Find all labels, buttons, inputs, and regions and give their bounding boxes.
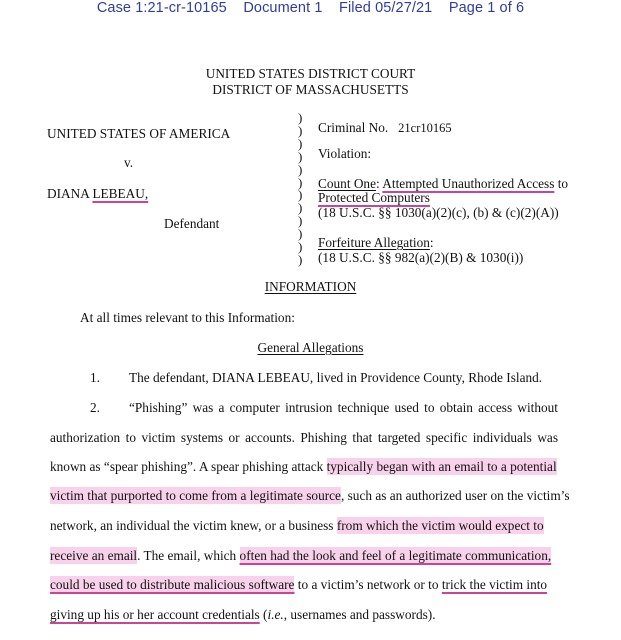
- versus: v.: [124, 155, 134, 170]
- page-indicator: Page 1 of 6: [448, 0, 525, 16]
- para2-line-5-plain: network, an individual the victim knew, or a business: [50, 518, 337, 533]
- violation-label: Violation:: [318, 146, 372, 161]
- section-heading-text: General Allegations: [257, 340, 364, 355]
- para2-line-8: [50, 607, 436, 623]
- underlined-phrase-1: trick the victim into: [441, 577, 548, 592]
- caption-divider: ) ) ) ) ) ) ) ) ) ) ) ): [298, 110, 303, 267]
- highlight-4: receive an email: [50, 548, 138, 563]
- count-one-to: to: [554, 176, 569, 191]
- defendant-first-name: DIANA: [47, 186, 93, 201]
- filed-date: Filed 05/27/21: [339, 0, 433, 16]
- para2-line-4-plain: , such as an authorized user on the victim’s: [340, 488, 570, 503]
- para2-line-6-plain: . The email, which: [137, 548, 240, 563]
- para2-line-3: [50, 459, 557, 475]
- criminal-no-label: Criminal No.: [318, 120, 389, 135]
- highlight-1: typically began with an email to a potential: [326, 459, 557, 474]
- para2-line-4: [50, 488, 570, 504]
- count-one-label: Count One: [318, 176, 376, 191]
- highlight-5: often had the look and feel of a legitimate communication,: [239, 548, 552, 563]
- para2-line-7: [50, 577, 547, 593]
- court-district: DISTRICT OF MASSACHUSETTS: [212, 82, 409, 97]
- forfeiture-statute: (18 U.S.C. §§ 982(a)(2)(B) & 1030(i)): [318, 250, 524, 265]
- forfeiture-allegation: [318, 235, 434, 251]
- para2-line-8-paren: (: [259, 607, 268, 622]
- para1-text: The defendant, DIANA LEBEAU, lived in Providence County, Rhode Island.: [129, 370, 543, 385]
- intro-line: At all times relevant to this Information:: [80, 310, 295, 325]
- highlight-6: could be used to distribute malicious software: [50, 577, 295, 592]
- para2-line-8-rest: , usernames and passwords).: [283, 607, 436, 622]
- section-heading: [0, 340, 621, 356]
- criminal-no-value: 21cr10165: [398, 121, 452, 135]
- count-one-offense: Attempted Unauthorized Access: [382, 176, 555, 191]
- case-number: Case 1:21-cr-10165: [96, 0, 227, 16]
- count-one-colon: :: [376, 176, 383, 191]
- defendant-last-name: LEBEAU,: [92, 186, 149, 201]
- para2-number: 2.: [90, 400, 100, 415]
- highlight-3: from which the victim would expect to: [336, 518, 544, 533]
- underlined-phrase-2: giving up his or her account credentials: [50, 607, 260, 622]
- para2-line-5: [50, 518, 544, 534]
- count-one-statute: (18 U.S.C. §§ 1030(a)(2)(c), (b) & (c)(2)(A)): [318, 205, 559, 220]
- count-one-object: [318, 190, 430, 206]
- document-title-text: INFORMATION: [264, 279, 357, 294]
- criminal-number: [318, 120, 452, 136]
- forfeiture-colon: :: [429, 235, 434, 250]
- para2-line-6: [50, 548, 551, 564]
- defendant-name: [47, 186, 148, 202]
- case-header: [0, 0, 621, 16]
- count-one-object-text: Protected Computers: [318, 190, 430, 205]
- para2-line-1: “Phishing” was a computer intrusion technique used to obtain access without: [129, 400, 558, 415]
- forfeiture-label: Forfeiture Allegation: [318, 235, 430, 250]
- ie-abbrev: i.e.: [267, 607, 284, 622]
- para2-line-3-plain: known as “spear phishing”. A spear phishing attack: [50, 459, 327, 474]
- highlight-2: victim that purported to come from a legitimate source: [50, 488, 341, 503]
- para1-number: 1.: [90, 370, 100, 385]
- para2-line-2: authorization to victim systems or accounts. Phishing that targeted specific individuals was: [50, 430, 558, 445]
- court-name: UNITED STATES DISTRICT COURT: [205, 66, 416, 81]
- document-number: Document 1: [243, 0, 323, 16]
- plaintiff: UNITED STATES OF AMERICA: [47, 126, 231, 141]
- defendant-label: Defendant: [164, 216, 220, 231]
- document-title: [0, 279, 621, 295]
- para2-line-7-plain: to a victim’s network or to: [294, 577, 442, 592]
